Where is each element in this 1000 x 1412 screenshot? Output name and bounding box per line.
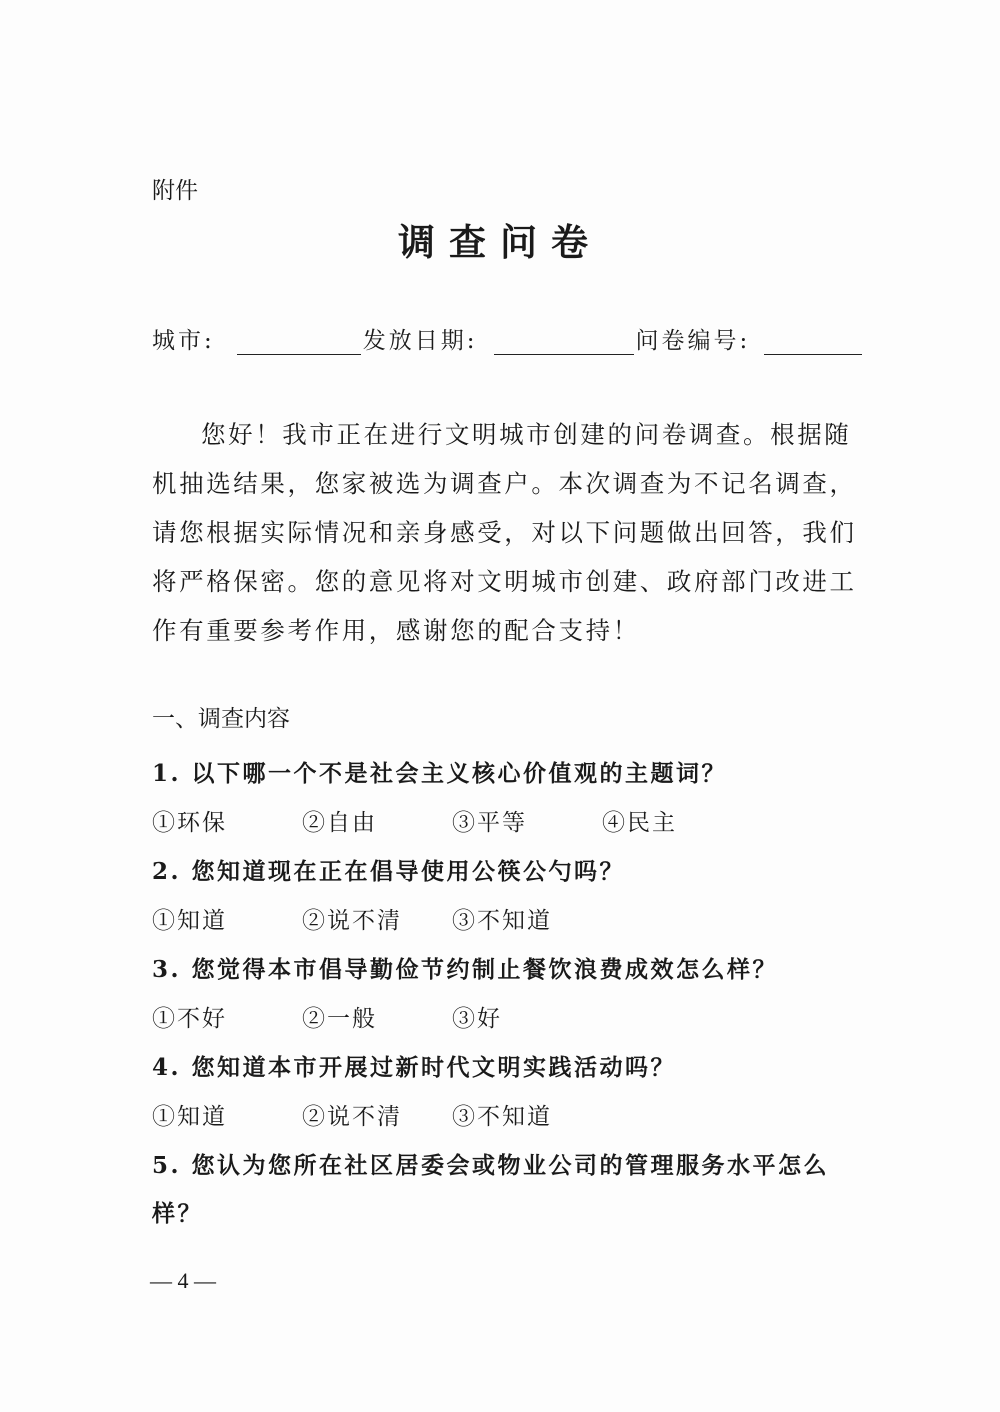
option[interactable]: ③好 xyxy=(452,1006,502,1032)
page-number: — 4 — xyxy=(150,1268,216,1293)
option[interactable]: ①不好 xyxy=(152,1006,227,1032)
question-1: 1. 以下哪一个不是社会主义核心价值观的主题词？ xyxy=(152,760,728,787)
question-5: 5. 您认为您所在社区居委会或物业公司的管理服务水平怎么样？ xyxy=(152,1152,830,1227)
page-title: 调查问卷 xyxy=(398,220,602,264)
question-4: 4. 您知道本市开展过新时代文明实践活动吗？ xyxy=(152,1054,677,1081)
date-field[interactable] xyxy=(494,328,634,355)
survey-header-fields xyxy=(152,322,872,355)
option[interactable]: ②说不清 xyxy=(302,908,402,934)
city-label: 城市: xyxy=(152,328,215,354)
question-4-options xyxy=(152,1092,872,1142)
question-1-options xyxy=(152,798,872,848)
date-label: 发放日期: xyxy=(362,328,478,354)
question-2-options xyxy=(152,896,872,946)
option[interactable]: ③不知道 xyxy=(452,908,552,934)
question-3-options xyxy=(152,994,872,1044)
option[interactable]: ④民主 xyxy=(602,810,677,836)
question-2: 2. 您知道现在正在倡导使用公筷公勺吗？ xyxy=(152,858,626,885)
section-heading: 一、调查内容 xyxy=(152,706,290,732)
intro-paragraph: 您好！我市正在进行文明城市创建的问卷调查。根据随机抽选结果，您家被选为调查户。本次调查为不记名调查，请您根据实际情况和亲身感受，对以下问题做出回答，我们将严格保密。您的意见将对文明城市创建、政府部门改进工作有重要参考作用，感谢您的配合支持！ xyxy=(152,420,857,645)
option[interactable]: ②说不清 xyxy=(302,1104,402,1130)
option[interactable]: ②一般 xyxy=(302,1006,377,1032)
option[interactable]: ②自由 xyxy=(302,810,377,836)
option[interactable]: ①知道 xyxy=(152,908,227,934)
option[interactable]: ③不知道 xyxy=(452,1104,552,1130)
city-field[interactable] xyxy=(237,328,361,355)
option[interactable]: ①环保 xyxy=(152,810,227,836)
number-field[interactable] xyxy=(764,328,862,355)
option[interactable]: ③平等 xyxy=(452,810,527,836)
question-list xyxy=(152,750,872,1238)
question-3: 3. 您觉得本市倡导勤俭节约制止餐饮浪费成效怎么样？ xyxy=(152,956,779,983)
option[interactable]: ①知道 xyxy=(152,1104,227,1130)
number-label: 问卷编号: xyxy=(635,328,751,354)
attachment-label: 附件 xyxy=(152,178,198,204)
